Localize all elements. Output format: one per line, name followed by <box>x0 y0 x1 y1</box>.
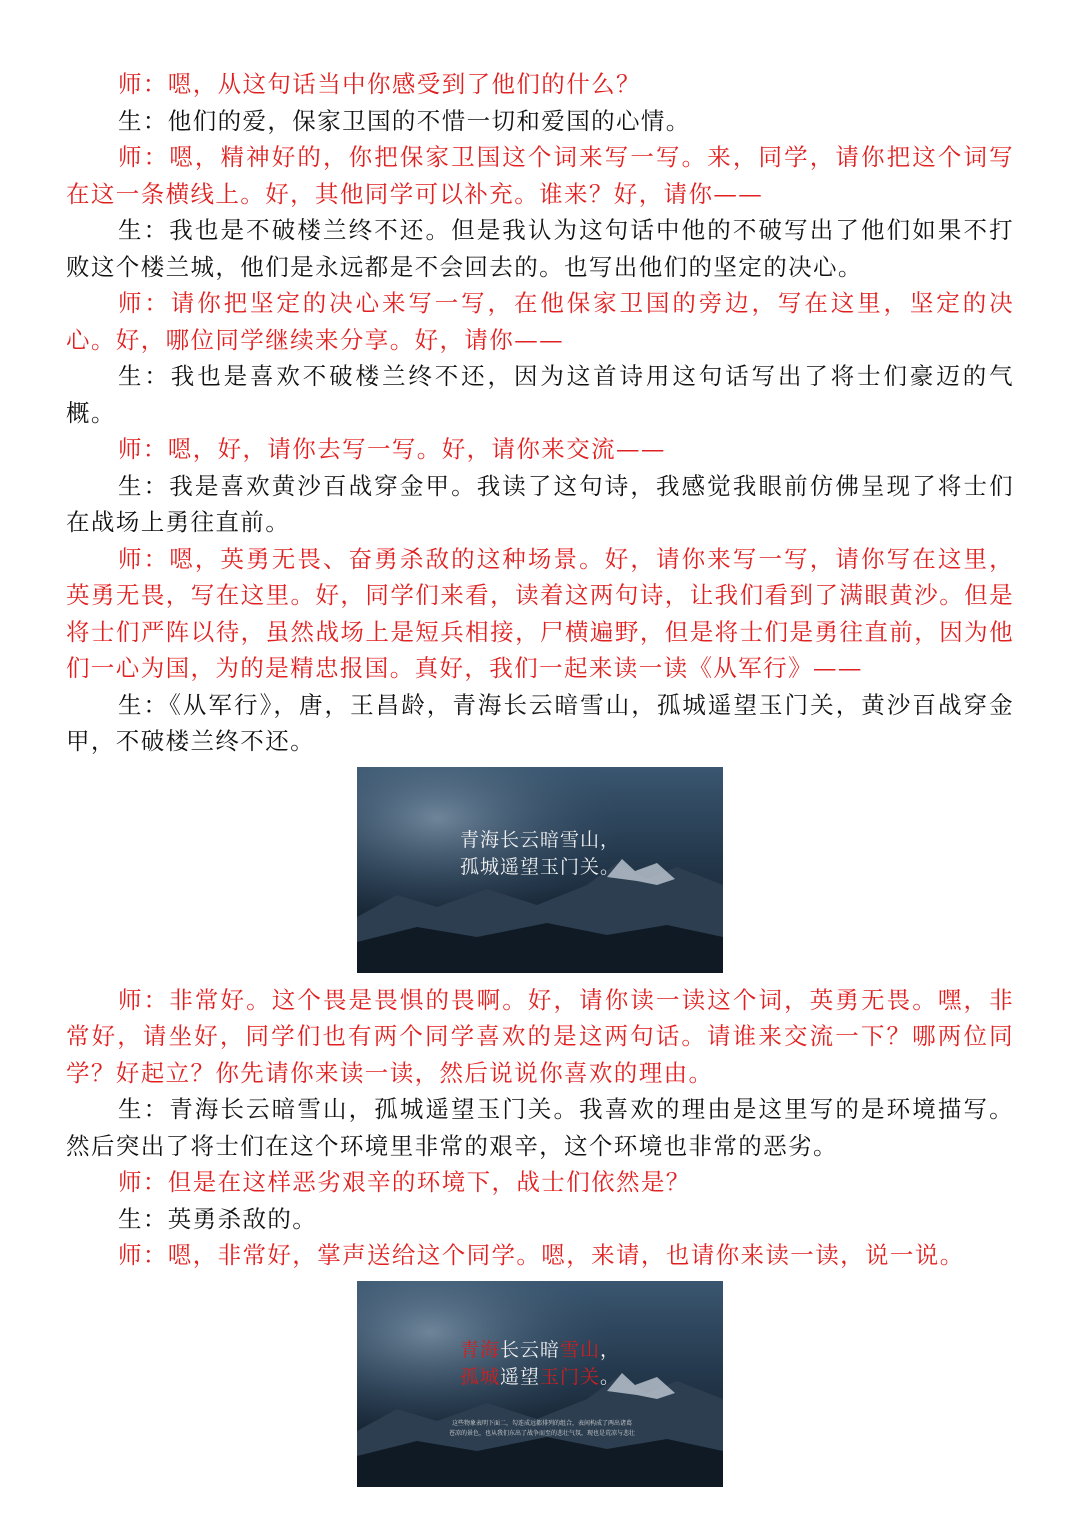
caption-line: 这些物象表明下面二，勾连成远都排列的组合，表间构成了两出诸葛 <box>451 1419 632 1427</box>
slide-caption <box>417 1419 667 1439</box>
poem-text-highlighted <box>357 1337 723 1391</box>
poem-punct: 。 <box>600 1365 621 1388</box>
poem-slide-image-annotated <box>357 1281 723 1487</box>
teacher-line: 师：嗯，从这句话当中你感受到了他们的什么？ <box>118 70 641 98</box>
poem-line-1 <box>357 1337 723 1364</box>
student-line: 生：他们的爱，保家卫国的不惜一切和爱国的心情。 <box>118 106 691 135</box>
student-line: 生：我是喜欢黄沙百战穿金甲。我读了这句诗，我感觉我眼前仿佛呈现了将士们在战场上勇往直前。 <box>66 471 1014 536</box>
dialogue-middle <box>66 982 1014 1274</box>
highlight-word: 雪山 <box>560 1338 601 1361</box>
document-page <box>66 66 1014 1496</box>
student-line: 生：英勇杀敌的。 <box>118 1204 318 1233</box>
teacher-line: 师：嗯，非常好，掌声送给这个同学。嗯，来请，也请你来读一读，说一说。 <box>118 1241 965 1269</box>
poem-punct: ， <box>600 1338 621 1361</box>
poem-slide-image <box>357 767 723 973</box>
caption-line: 苍凉的景色，也从我们东出了战争而至的悲壮气氛，现也是荒凉与悲壮 <box>448 1429 635 1437</box>
teacher-line: 师：嗯，精神好的，你把保家卫国这个词来写一写。来，同学，请你把这个词写在这一条横线上。好，其他同学可以补充。谁来？好，请你—— <box>66 143 1014 208</box>
poem-line-1: 青海长云暗雪山， <box>459 828 620 851</box>
poem-word: 长云暗 <box>499 1338 560 1361</box>
student-line: 生：《从军行》，唐，王昌龄，青海长云暗雪山，孤城遥望玉门关，黄沙百战穿金甲，不破楼兰终不还。 <box>66 690 1014 755</box>
dialogue-top <box>66 66 1014 760</box>
poem-word: 遥望 <box>499 1365 540 1388</box>
student-line: 生：青海长云暗雪山，孤城遥望玉门关。我喜欢的理由是这里写的是环境描写。然后突出了将士们在这个环境里非常的艰辛，这个环境也非常的恶劣。 <box>66 1095 1014 1160</box>
highlight-word: 玉门关 <box>540 1365 601 1388</box>
highlight-word: 青海 <box>459 1338 500 1361</box>
teacher-line: 师：非常好。这个畏是畏惧的畏啊。好，请你读一读这个词，英勇无畏。嘿，非常好，请坐好，同学们也有两个同学喜欢的是这两句话。请谁来交流一下？哪两位同学？好起立？你先请你来读一读，然后说说你喜欢的理由。 <box>66 985 1014 1087</box>
teacher-line: 师：嗯，英勇无畏、奋勇杀敌的这种场景。好，请你来写一写，请你写在这里，英勇无畏，写在这里。好，同学们来看，读着这两句诗，让我们看到了满眼黄沙。但是将士们严阵以待，虽然战场上是短兵相接，尸横遍野，但是将士们是勇往直前，因为他们一心为国，为的是精忠报国。真好，我们一起来读一读《从军行》—— <box>66 544 1014 682</box>
poem-text <box>357 827 723 881</box>
student-line: 生：我也是喜欢不破楼兰终不还，因为这首诗用这句话写出了将士们豪迈的气概。 <box>66 362 1014 427</box>
poem-line-2: 孤城遥望玉门关。 <box>459 855 620 878</box>
highlight-word: 孤城 <box>459 1365 500 1388</box>
teacher-line: 师：嗯，好，请你去写一写。好，请你来交流—— <box>118 435 666 463</box>
poem-line-2 <box>357 1364 723 1391</box>
teacher-line: 师：请你把坚定的决心来写一写，在他保家卫国的旁边，写在这里，坚定的决心。好，哪位同学继续来分享。好，请你—— <box>66 289 1014 354</box>
student-line: 生：我也是不破楼兰终不还。但是我认为这句话中他的不破写出了他们如果不打败这个楼兰城，他们是永远都是不会回去的。也写出他们的坚定的决心。 <box>66 216 1014 281</box>
teacher-line: 师：但是在这样恶劣艰辛的环境下，战士们依然是？ <box>118 1168 691 1196</box>
